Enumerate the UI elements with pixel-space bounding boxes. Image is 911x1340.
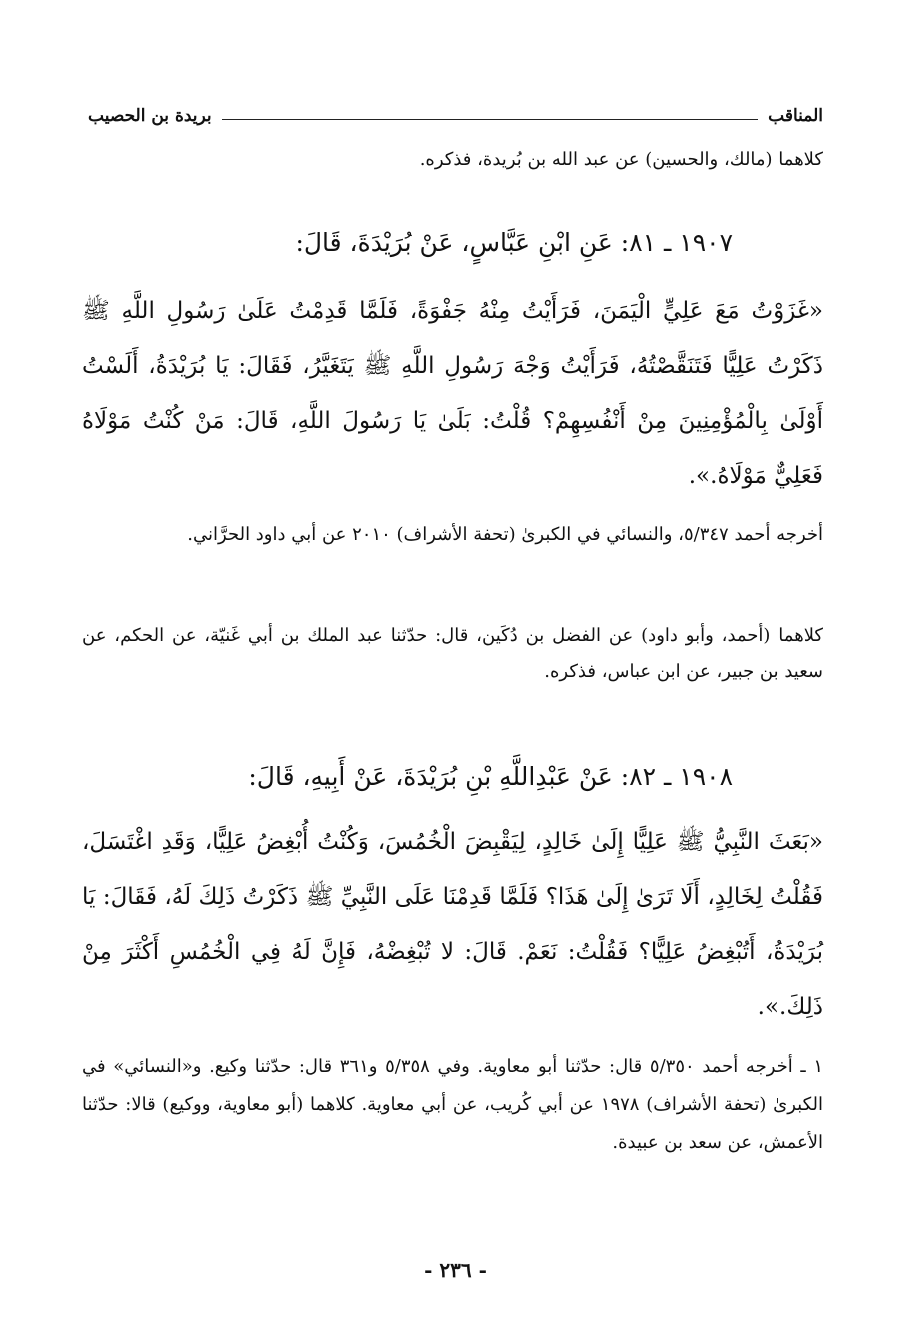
hadith-1907-takhrij: أخرجه أحمد ٥/٣٤٧، والنسائي في الكبرىٰ (تحفة الأشراف) ٢٠١٠ عن أبي داود الحرَّاني. bbox=[187, 524, 823, 545]
hadith-1907-isnad: كلاهما (أحمد، وأبو داود) عن الفضل بن دُكَين، قال: حدّثنا عبد الملك بن أبي غَنيّة، عن الحكم، عن سعيد بن جبير، عن ابن عباس، فذكره. bbox=[82, 625, 823, 682]
running-head-chapter: بريدة بن الحصيب bbox=[88, 106, 212, 126]
page-number: - ٢٣٦ - bbox=[424, 1258, 487, 1282]
hadith-1907-text: «غَزَوْتُ مَعَ عَلِيٍّ الْيَمَنَ، فَرَأَيْتُ مِنْهُ جَفْوَةً، فَلَمَّا قَدِمْتُ عَلَىٰ رَسُولِ اللَّهِ ﷺ ذَكَرْتُ عَلِيًّا فَتَنَقَّصْتُهُ، فَرَأَيْتُ وَجْهَ رَسُولِ اللَّهِ ﷺ يَتَغَيَّرُ، فَقَالَ: يَا بُرَيْدَةُ، أَلَسْتُ أَوْلَىٰ بِالْمُؤْمِنِينَ مِنْ أَنْفُسِهِمْ؟ قُلْتُ: بَلَىٰ يَا رَسُولَ اللَّهِ، قَالَ: مَنْ كُنْتُ مَوْلَاهُ فَعَلِيٌّ مَوْلَاهُ.». bbox=[82, 298, 823, 489]
intro-note: كلاهما (مالك، والحسين) عن عبد الله بن بُريدة، فذكره. bbox=[419, 149, 823, 170]
hadith-1908-heading: ١٩٠٨ ـ ٨٢: عَنْ عَبْدِاللَّهِ بْنِ بُرَيْدَةَ، عَنْ أَبِيهِ، قَالَ: bbox=[248, 762, 733, 791]
hadith-1908-text: «بَعَثَ النَّبِيُّ ﷺ عَلِيًّا إِلَىٰ خَالِدٍ، لِيَقْبِضَ الْخُمُسَ، وَكُنْتُ أُبْغِضُ عَلِيًّا، وَقَدِ اغْتَسَلَ، فَقُلْتُ لِخَالِدٍ، أَلَا تَرَىٰ إِلَىٰ هَذَا؟ فَلَمَّا قَدِمْنَا عَلَى النَّبِيِّ ﷺ ذَكَرْتُ ذَلِكَ لَهُ، فَقَالَ: يَا بُرَيْدَةُ، أَتُبْغِضُ عَلِيًّا؟ فَقُلْتُ: نَعَمْ. قَالَ: لا تُبْغِضْهُ، فَإِنَّ لَهُ فِي الْخُمُسِ أَكْثَرَ مِنْ ذَلِكَ.». bbox=[82, 829, 823, 1020]
running-head-section: المناقب bbox=[768, 106, 823, 126]
running-head bbox=[88, 100, 823, 132]
running-head-rule bbox=[222, 119, 759, 120]
hadith-1907-heading: ١٩٠٧ ـ ٨١: عَنِ ابْنِ عَبَّاسٍ، عَنْ بُرَيْدَةَ، قَالَ: bbox=[295, 228, 733, 257]
hadith-1908-footnote: ١ ـ أخرجه أحمد ٥/٣٥٠ قال: حدّثنا أبو معاوية. وفي ٥/٣٥٨ و٣٦١ قال: حدّثنا وكيع. و«النسائي» في الكبرىٰ (تحفة الأشراف) ١٩٧٨ عن أبي كُريب، عن أبي معاوية. كلاهما (أبو معاوية، ووكيع) قالا: حدّثنا الأعمش، عن سعد بن عبيدة. bbox=[82, 1056, 823, 1153]
